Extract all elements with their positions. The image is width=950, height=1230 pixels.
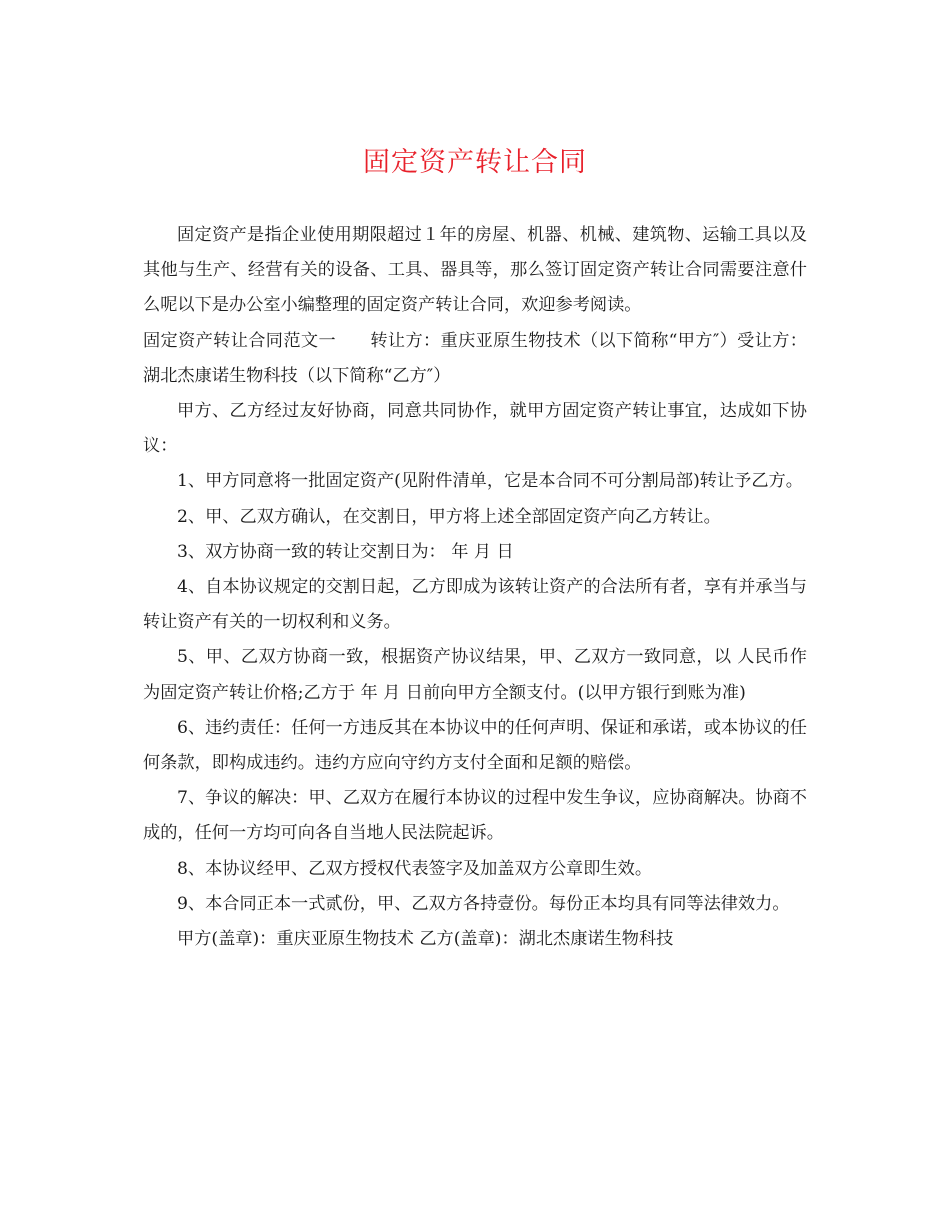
clause-2: 2、甲、乙双方确认，在交割日，甲方将上述全部固定资产向乙方转让。 [177, 506, 721, 527]
intro-paragraph: 固定资产是指企业使用期限超过１年的房屋、机器、机械、建筑物、运输工具以及其他与生产、经营有关的设备、工具、器具等，那么签订固定资产转让合同需要注意什么呢以下是办公室小编整理的固定资产转让合同，欢迎参考阅读。 [143, 225, 807, 316]
clause-6: 6、违约责任：任何一方违反其在本协议中的任何声明、保证和承诺，或本协议的任何条款，即构成违约。违约方应向守约方支付全面和足额的赔偿。 [143, 717, 807, 774]
parties-text: 转让方：重庆亚原生物技术（以下简称“甲方″）受让方：湖北杰康诺生物科技（以下简称“乙方″） [143, 330, 807, 386]
clause-9: 9、本合同正本一式贰份，甲、乙双方各持壹份。每份正本均具有同等法律效力。 [177, 893, 790, 914]
clause-5: 5、甲、乙双方协商一致，根据资产协议结果，甲、乙双方一致同意，以 人民币作为固定资产转让价格;乙方于 年 月 日前向甲方全额支付。(以甲方银行到账为准) [143, 647, 807, 703]
page-title: 固定资产转让合同 [363, 147, 587, 178]
clause-8: 8、本协议经甲、乙双方授权代表签字及加盖双方公章即生效。 [177, 858, 653, 879]
clause-1: 1、甲方同意将一批固定资产(见附件清单，它是本合同不可分割局部)转让予乙方。 [177, 471, 803, 492]
document-body [143, 218, 807, 957]
signature-line: 甲方(盖章)：重庆亚原生物技术 乙方(盖章)：湖北杰康诺生物科技 [177, 929, 674, 950]
clause-4: 4、自本协议规定的交割日起，乙方即成为该转让资产的合法所有者，享有并承当与转让资产有关的一切权利和义务。 [143, 577, 807, 633]
clause-3: 3、双方协商一致的转让交割日为： 年 月 日 [177, 541, 514, 562]
clause-7: 7、争议的解决：甲、乙双方在履行本协议的过程中发生争议，应协商解决。协商不成的，任何一方均可向各自当地人民法院起诉。 [143, 788, 807, 844]
parties-paragraph [143, 324, 807, 394]
sample-heading: 固定资产转让合同范文一 [143, 330, 336, 351]
preamble-paragraph: 甲方、乙方经过友好协商，同意共同协作，就甲方固定资产转让事宜，达成如下协议： [143, 401, 807, 457]
